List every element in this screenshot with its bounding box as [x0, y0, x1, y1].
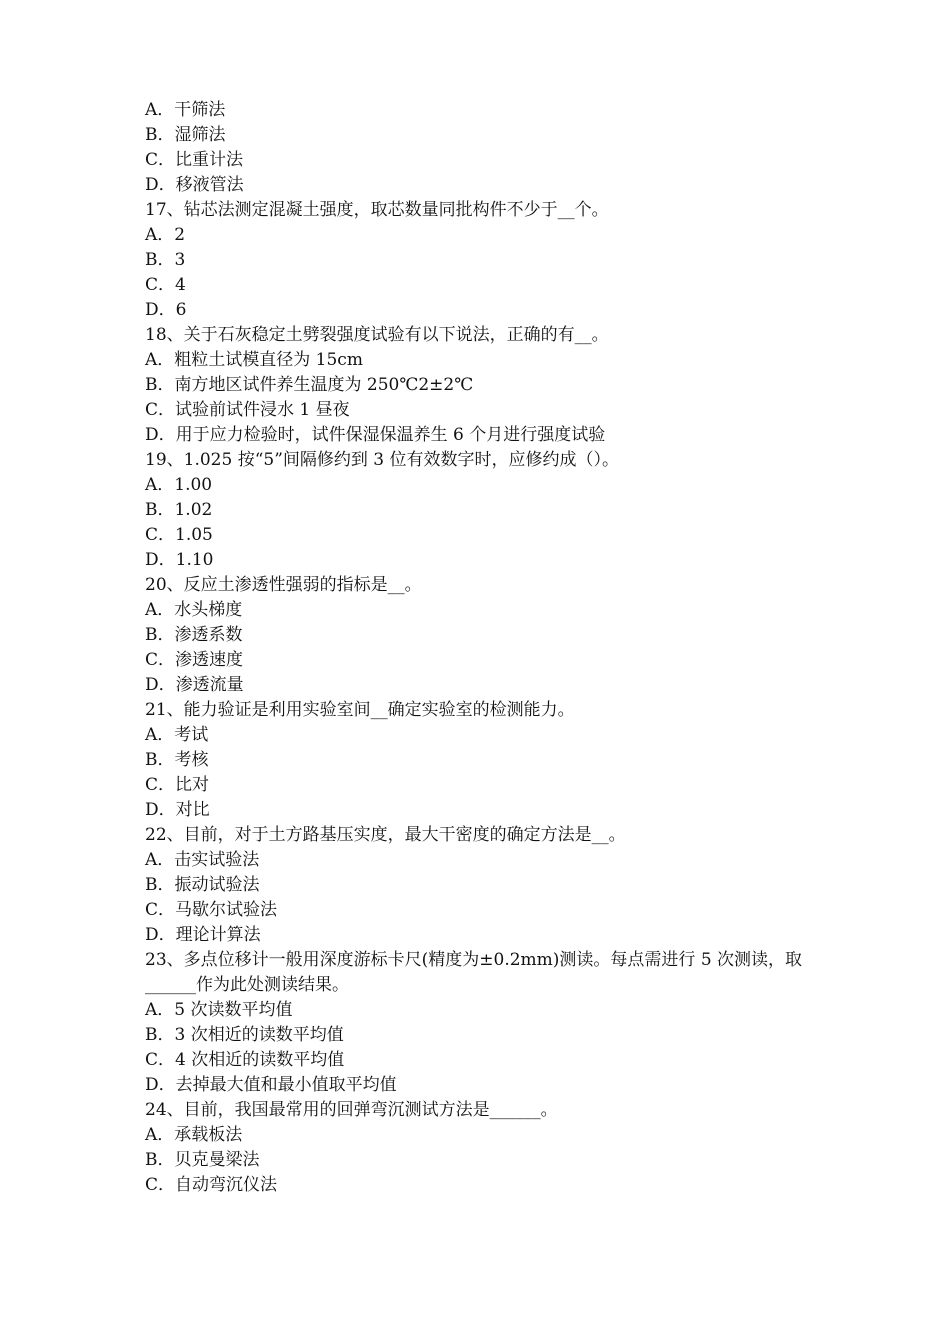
option-line: C．1.05 [145, 525, 213, 545]
question-line: 19、1.025 按“5”间隔修约到 3 位有效数字时，应修约成（）。 [145, 450, 620, 470]
option-line: C．自动弯沉仪法 [145, 1175, 278, 1195]
option-line: A．5 次读数平均值 [145, 1000, 293, 1020]
option-line: D．6 [145, 300, 187, 320]
option-line: A．1.00 [145, 475, 213, 495]
option-line: C．马歇尔试验法 [145, 900, 278, 920]
option-line: D．去掉最大值和最小值取平均值 [145, 1075, 397, 1095]
option-line: C．4 次相近的读数平均值 [145, 1050, 345, 1070]
option-line: B．振动试验法 [145, 875, 260, 895]
option-line: A．承载板法 [145, 1125, 243, 1145]
question-line: 21、能力验证是利用实验室间__确定实验室的检测能力。 [145, 700, 575, 720]
question-line: 18、关于石灰稳定土劈裂强度试验有以下说法，正确的有__。 [145, 325, 609, 345]
option-line: D．1.10 [145, 550, 214, 570]
option-line: D．用于应力检验时，试件保湿保温养生 6 个月进行强度试验 [145, 425, 606, 445]
option-line: B．渗透系数 [145, 625, 243, 645]
option-line: C．试验前试件浸水 1 昼夜 [145, 400, 350, 420]
question-line: 20、反应土渗透性强弱的指标是__。 [145, 575, 422, 595]
option-line: C．4 [145, 275, 186, 295]
option-line: C．比对 [145, 775, 210, 795]
option-line: B．1.02 [145, 500, 213, 520]
option-line: C．比重计法 [145, 150, 244, 170]
question-line: 24、目前，我国最常用的回弹弯沉测试方法是______。 [145, 1100, 558, 1120]
option-line: D．理论计算法 [145, 925, 261, 945]
option-line: B．贝克曼梁法 [145, 1150, 260, 1170]
option-line: B．3 次相近的读数平均值 [145, 1025, 344, 1045]
option-line: B．3 [145, 250, 186, 270]
option-line: A．2 [145, 225, 186, 245]
option-line: C．渗透速度 [145, 650, 244, 670]
option-line: D．渗透流量 [145, 675, 244, 695]
question-line: 22、目前，对于土方路基压实度，最大干密度的确定方法是__。 [145, 825, 626, 845]
option-line: A．击实试验法 [145, 850, 260, 870]
option-line: A．干筛法 [145, 100, 226, 120]
option-line: B．南方地区试件养生温度为 250℃2±2℃ [145, 375, 474, 395]
option-line: B．湿筛法 [145, 125, 226, 145]
option-line: A．粗粒土试模直径为 15cm [145, 350, 363, 370]
option-line: A．考试 [145, 725, 209, 745]
option-line: A．水头梯度 [145, 600, 243, 620]
option-line: D．移液管法 [145, 175, 244, 195]
option-line: D．对比 [145, 800, 210, 820]
question-line: 23、多点位移计一般用深度游标卡尺(精度为±0.2mm)测读。每点需进行 5 次测读，取______作为此处测读结果。 [145, 950, 803, 995]
question-list [145, 98, 810, 1198]
option-line: B．考核 [145, 750, 209, 770]
question-line: 17、钻芯法测定混凝土强度，取芯数量同批构件不少于__个。 [145, 200, 609, 220]
